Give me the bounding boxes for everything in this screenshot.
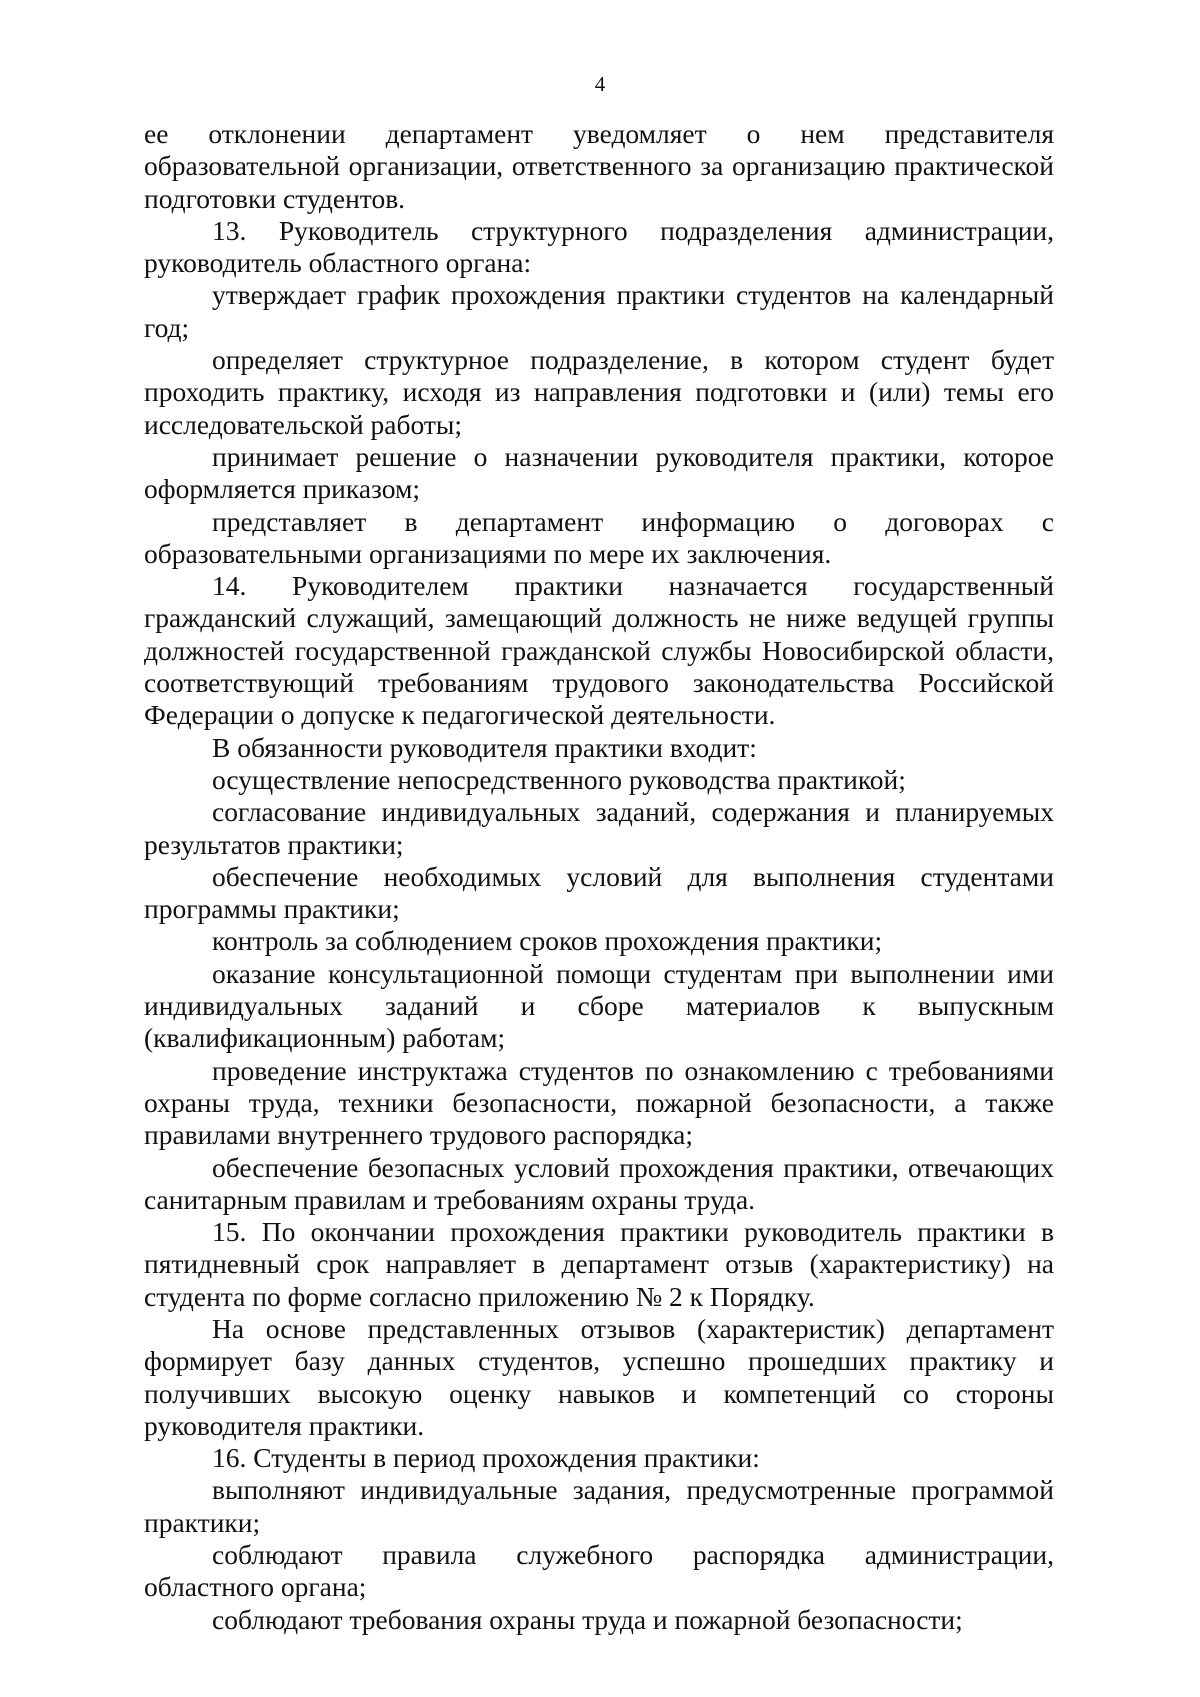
paragraph-subdivision: определяет структурное подразделение, в котором студент будет проходить практику, исходя из направления подготовки и (или) темы его исследовательской работы;	[144, 344, 1054, 440]
paragraph-contracts-info: представляет в департамент информацию о договорах с образовательными организациями по мере их заключения.	[144, 505, 1054, 569]
paragraph-continuation: ее отклонении департамент уведомляет о нем представителя образовательной организации, ответственного за организацию практической подготовки студентов.	[144, 118, 1054, 214]
paragraph-item-13: 13. Руководитель структурного подразделения администрации, руководитель областного органа:	[144, 214, 1054, 279]
paragraph-item-15: 15. По окончании прохождения практики руководитель практики в пятидневный срок направляет в департамент отзыв (характеристику) на студента по форме согласно приложению № 2 к Порядку.	[144, 1216, 1054, 1312]
paragraph-database: На основе представленных отзывов (характеристик) департамент формирует базу данных студентов, успешно прошедших практику и получивших высокую оценку навыков и компетенций со стороны руководителя практики.	[144, 1312, 1054, 1441]
paragraph-student-safety: соблюдают требования охраны труда и пожарной безопасности;	[212, 1603, 963, 1635]
page-number: 4	[594, 72, 606, 96]
paragraph-schedule: утверждает график прохождения практики студентов на календарный год;	[144, 279, 1054, 343]
paragraph-student-rules: соблюдают правила служебного распорядка администрации, областного органа;	[144, 1539, 1054, 1603]
paragraph-item-16: 16. Студенты в период прохождения практики:	[212, 1442, 760, 1474]
paragraph-duty-direct-supervision: осуществление непосредственного руководства практикой;	[212, 763, 906, 795]
paragraph-duty-conditions: обеспечение необходимых условий для выполнения студентами программы практики;	[144, 860, 1054, 925]
paragraph-duty-safety: обеспечение безопасных условий прохождения практики, отвечающих санитарным правилам и требованиям охраны труда.	[144, 1151, 1054, 1215]
paragraph-item-14: 14. Руководителем практики назначается государственный гражданский служащий, замещающий должность не ниже ведущей группы должностей государственной гражданской службы Новосибирской области, соответствующий требованиям трудового законодательства Российской Федерации о допуске к педагогической деятельности.	[144, 570, 1054, 731]
paragraph-duty-consulting: оказание консультационной помощи студентам при выполнении ими индивидуальных заданий и сборе материалов к выпускным (квалификационным) работам;	[144, 957, 1054, 1054]
paragraph-duty-briefing: проведение инструктажа студентов по ознакомлению с требованиями охраны труда, техники безопасности, пожарной безопасности, а также правилами внутреннего трудового распорядка;	[144, 1054, 1054, 1151]
paragraph-student-tasks: выполняют индивидуальные задания, предусмотренные программой практики;	[144, 1474, 1054, 1538]
paragraph-appoint-supervisor: принимает решение о назначении руководителя практики, которое оформляется приказом;	[144, 440, 1054, 505]
document-body	[144, 118, 1054, 1636]
paragraph-duty-approval: согласование индивидуальных заданий, содержания и планируемых результатов практики;	[144, 796, 1054, 860]
paragraph-duty-deadlines: контроль за соблюдением сроков прохождения практики;	[212, 925, 883, 957]
paragraph-duties-intro: В обязанности руководителя практики входит:	[212, 731, 757, 763]
